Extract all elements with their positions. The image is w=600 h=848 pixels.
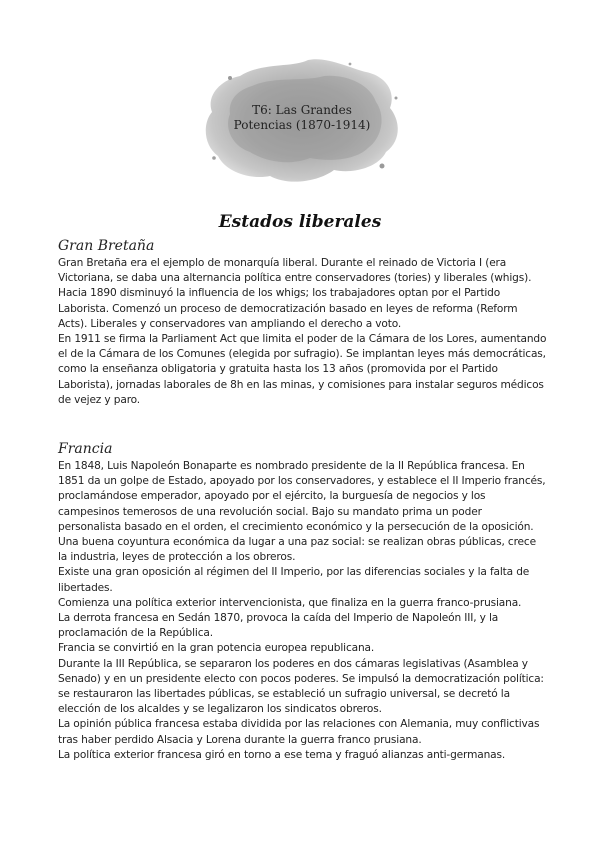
unit-title-line1: T6: Las Grandes [252, 103, 352, 117]
page-title: Estados liberales [218, 212, 382, 232]
section-gran-bretana [58, 238, 548, 408]
paragraph: La política exterior francesa giró en torno a ese tema y fraguó alianzas anti-germanas. [58, 748, 506, 761]
watercolor-header [200, 58, 404, 188]
paragraph: En 1848, Luis Napoleón Bonaparte es nombrado presidente de la II República francesa. En 1851 da un golpe de Estado, apoyado por los conservadores, y establece el II Imperio francés, proclamándose emperador, apoyado por el ejército, la burguesía de negocios y los campesinos temerosos de una revolución social. Bajo su mandato prima un poder personalista basado en el orden, el crecimiento económico y la persecución de la oposición. [58, 460, 546, 533]
unit-title-line2: Potencias (1870-1914) [233, 118, 371, 132]
section-heading: Gran Bretaña [58, 238, 155, 254]
paragraph: Comienza una política exterior intervencionista, que finaliza en la guerra franco-prusiana. [58, 596, 522, 609]
paragraph: Una buena coyuntura económica da lugar a una paz social: se realizan obras públicas, crece la industria, leyes de protección a los obreros. [58, 536, 536, 564]
paragraph: La opinión pública francesa estaba dividida por las relaciones con Alemania, muy conflictivas tras haber perdido Alsacia y Lorena durante la guerra franco prusiana. [58, 718, 540, 746]
paragraph: En 1911 se firma la Parliament Act que limita el poder de la Cámara de los Lores, aumentando el de la Cámara de los Comunes (elegida por sufragio). Se implantan leyes más democráticas, como la enseñanza obligatoria y gratuita hasta los 13 años (promovida por el Partido Laborista), jornadas laborales de 8h en las minas, y comisiones para instalar seguros médicos de vejez y paro. [58, 333, 547, 406]
paragraph: Existe una gran oposición al régimen del II Imperio, por las diferencias sociales y la falta de libertades. [58, 566, 530, 594]
section-francia [58, 441, 548, 763]
paragraph: Durante la III República, se separaron los poderes en dos cámaras legislativas (Asamblea y Senado) y en un presidente electo con pocos poderes. Se impulsó la democratización política: se restauraron las libertades públicas, se estableció un sufragio universal, se decretó la elección de los alcaldes y se legalizaron los sindicatos obreros. [58, 657, 544, 716]
paragraph: Gran Bretaña era el ejemplo de monarquía liberal. Durante el reinado de Victoria I (era Victoriana, se daba una alternancia política entre conservadores (tories) y liberales (whigs). Hacia 1890 disminuyó la influencia de los whigs; los trabajadores optan por el Partido Laborista. Comenzó un proceso de democratización basado en leyes de reforma (Reform Acts). Liberales y conservadores van ampliando el derecho a voto. [58, 257, 532, 330]
paragraph: Francia se convirtió en la gran potencia europea republicana. [58, 642, 375, 655]
paragraph: La derrota francesa en Sedán 1870, provoca la caída del Imperio de Napoleón III, y la proclamación de la República. [58, 612, 499, 640]
unit-title [200, 103, 404, 133]
section-heading: Francia [58, 441, 113, 457]
